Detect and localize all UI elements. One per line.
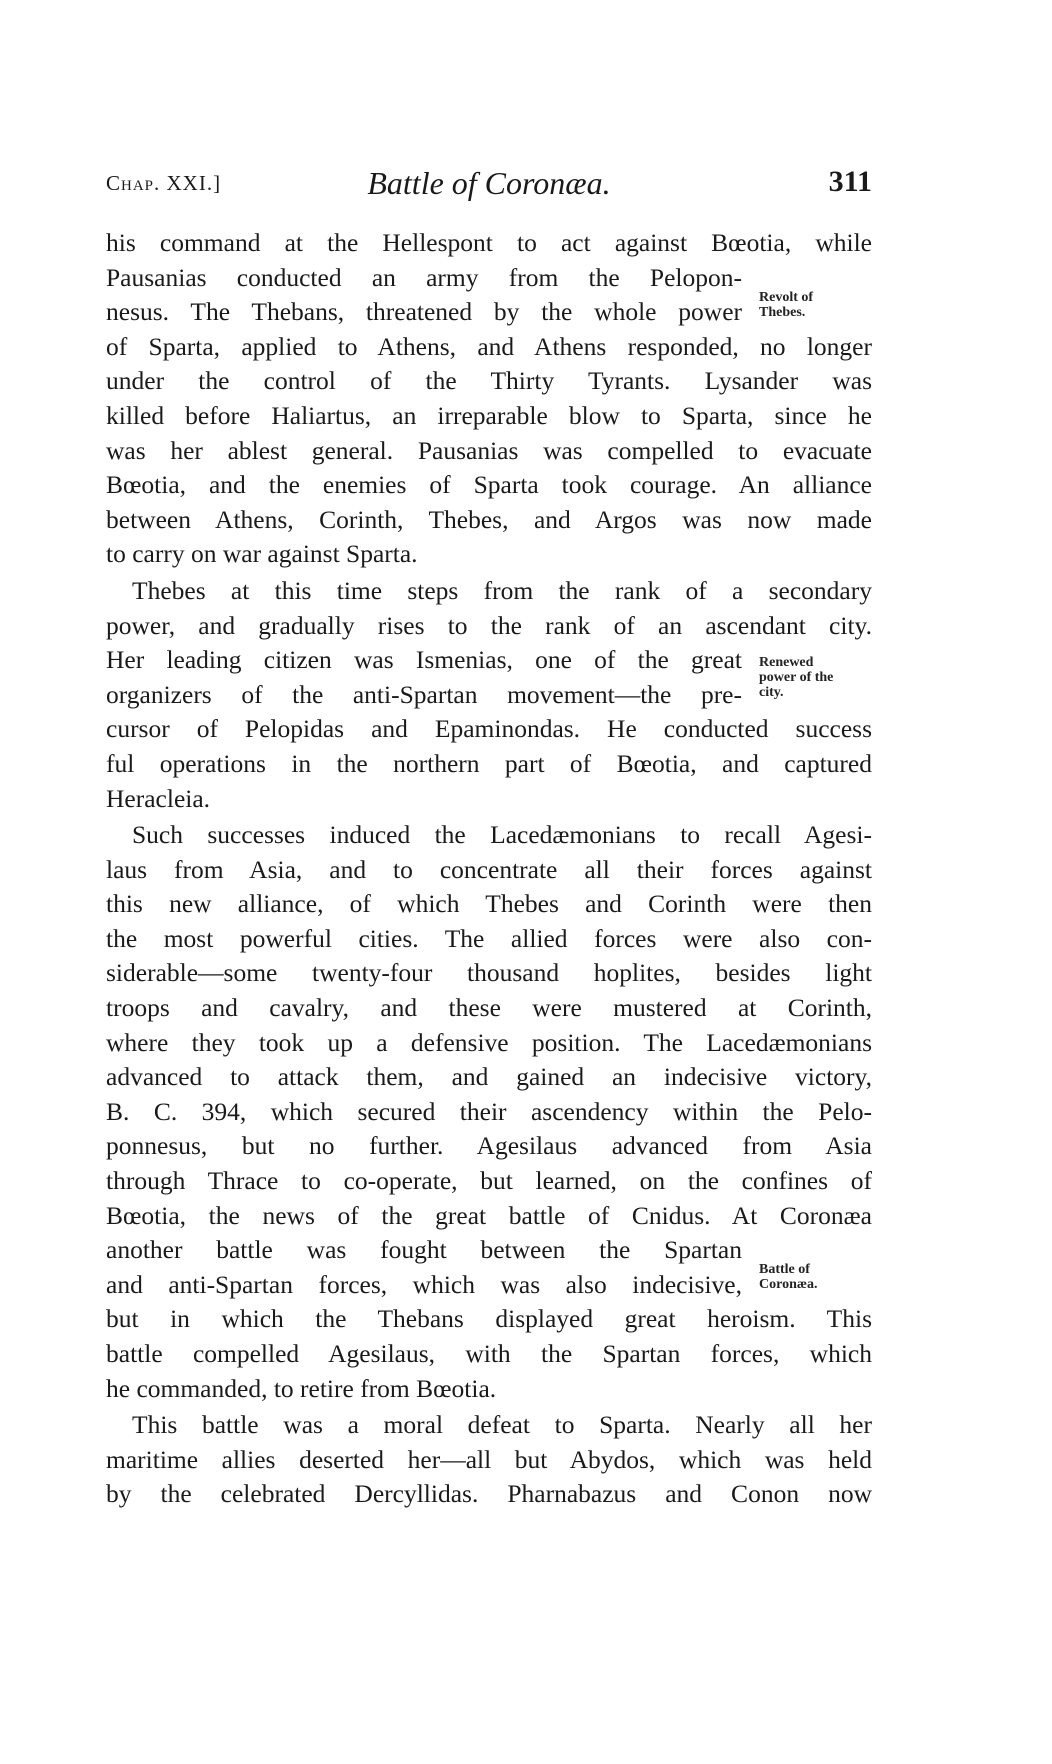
text-line: Such successes induced the Lacedæmonians to recall Agesi- bbox=[132, 820, 872, 850]
text-line: this new alliance, of which Thebes and Corinth were then bbox=[106, 889, 872, 919]
text-line: he commanded, to retire from Bœotia. bbox=[106, 1373, 497, 1403]
text-line: cursor of Pelopidas and Epaminondas. He conducted success bbox=[106, 714, 872, 744]
chapter-label: Chap. XXI.] bbox=[106, 171, 222, 195]
side-note-line: Renewed bbox=[759, 655, 814, 670]
side-note-renewed-power bbox=[759, 655, 869, 700]
text-line: Thebes at this time steps from the rank of a secondary bbox=[132, 575, 872, 605]
running-header bbox=[106, 165, 872, 209]
side-note-line: city. bbox=[759, 685, 784, 700]
text-line: power, and gradually rises to the rank of an ascendant city. bbox=[106, 610, 872, 640]
text-line: siderable—some twenty-four thousand hoplites, besides light bbox=[106, 958, 872, 988]
text-line: troops and cavalry, and these were mustered at Corinth, bbox=[106, 993, 872, 1023]
side-note-line: Coronæa. bbox=[759, 1277, 818, 1292]
text-line: between Athens, Corinth, Thebes, and Argos was now made bbox=[106, 504, 872, 534]
text-line: but in which the Thebans displayed great heroism. This bbox=[106, 1304, 872, 1334]
text-line: Pausanias conducted an army from the Pelopon- bbox=[106, 262, 742, 292]
text-line: advanced to attack them, and gained an indecisive victory, bbox=[106, 1062, 872, 1092]
text-line: Her leading citizen was Ismenias, one of the great bbox=[106, 645, 742, 675]
text-line: his command at the Hellespont to act against Bœotia, while bbox=[106, 228, 872, 257]
text-line: the most powerful cities. The allied forces were also con- bbox=[106, 923, 872, 953]
side-note-revolt-of-thebes bbox=[759, 290, 869, 320]
text-line: where they took up a defensive position. The Lacedæmonians bbox=[106, 1027, 872, 1057]
text-line: killed before Haliartus, an irreparable blow to Sparta, since he bbox=[106, 400, 872, 430]
text-line: ponnesus, but no further. Agesilaus advanced from Asia bbox=[106, 1131, 872, 1161]
side-note-line: Revolt of bbox=[759, 290, 814, 305]
text-line: B. C. 394, which secured their ascendency within the Pelo- bbox=[106, 1096, 872, 1126]
text-line: nesus. The Thebans, threatened by the whole power bbox=[106, 297, 742, 327]
text-line: under the control of the Thirty Tyrants. Lysander was bbox=[106, 366, 872, 396]
side-note-battle-of-coronaea bbox=[759, 1262, 869, 1292]
text-line: was her ablest general. Pausanias was compelled to evacuate bbox=[106, 435, 872, 465]
text-line: through Thrace to co-operate, but learned, on the confines of bbox=[106, 1166, 872, 1196]
text-line: and anti-Spartan forces, which was also indecisive, bbox=[106, 1269, 742, 1299]
page-title: Battle of Coronæa. bbox=[367, 165, 611, 201]
text-line: Bœotia, and the enemies of Sparta took courage. An alliance bbox=[106, 470, 872, 500]
text-line: This battle was a moral defeat to Sparta. Nearly all her bbox=[132, 1410, 872, 1440]
text-line: Bœotia, the news of the great battle of Cnidus. At Coronæa bbox=[106, 1200, 872, 1230]
body-text bbox=[106, 226, 872, 1512]
text-line: organizers of the anti-Spartan movement—the pre- bbox=[106, 679, 742, 709]
side-note-line: power of the bbox=[759, 670, 834, 685]
text-line: laus from Asia, and to concentrate all their forces against bbox=[106, 854, 872, 884]
text-line: battle compelled Agesilaus, with the Spartan forces, which bbox=[106, 1339, 872, 1368]
text-line: by the celebrated Dercyllidas. Pharnabazus and Conon now bbox=[106, 1479, 872, 1509]
text-line: another battle was fought between the Spartan bbox=[106, 1235, 742, 1265]
side-note-line: Battle of bbox=[759, 1262, 810, 1277]
text-line: of Sparta, applied to Athens, and Athens responded, no longer bbox=[106, 331, 872, 361]
text-line: ful operations in the northern part of Bœotia, and captured bbox=[106, 748, 872, 778]
side-note-line: Thebes. bbox=[759, 305, 806, 320]
text-line: Heracleia. bbox=[106, 783, 211, 813]
text-line: to carry on war against Sparta. bbox=[106, 539, 418, 569]
page-number: 311 bbox=[828, 165, 872, 198]
text-line: maritime allies deserted her—all but Abydos, which was held bbox=[106, 1444, 872, 1474]
